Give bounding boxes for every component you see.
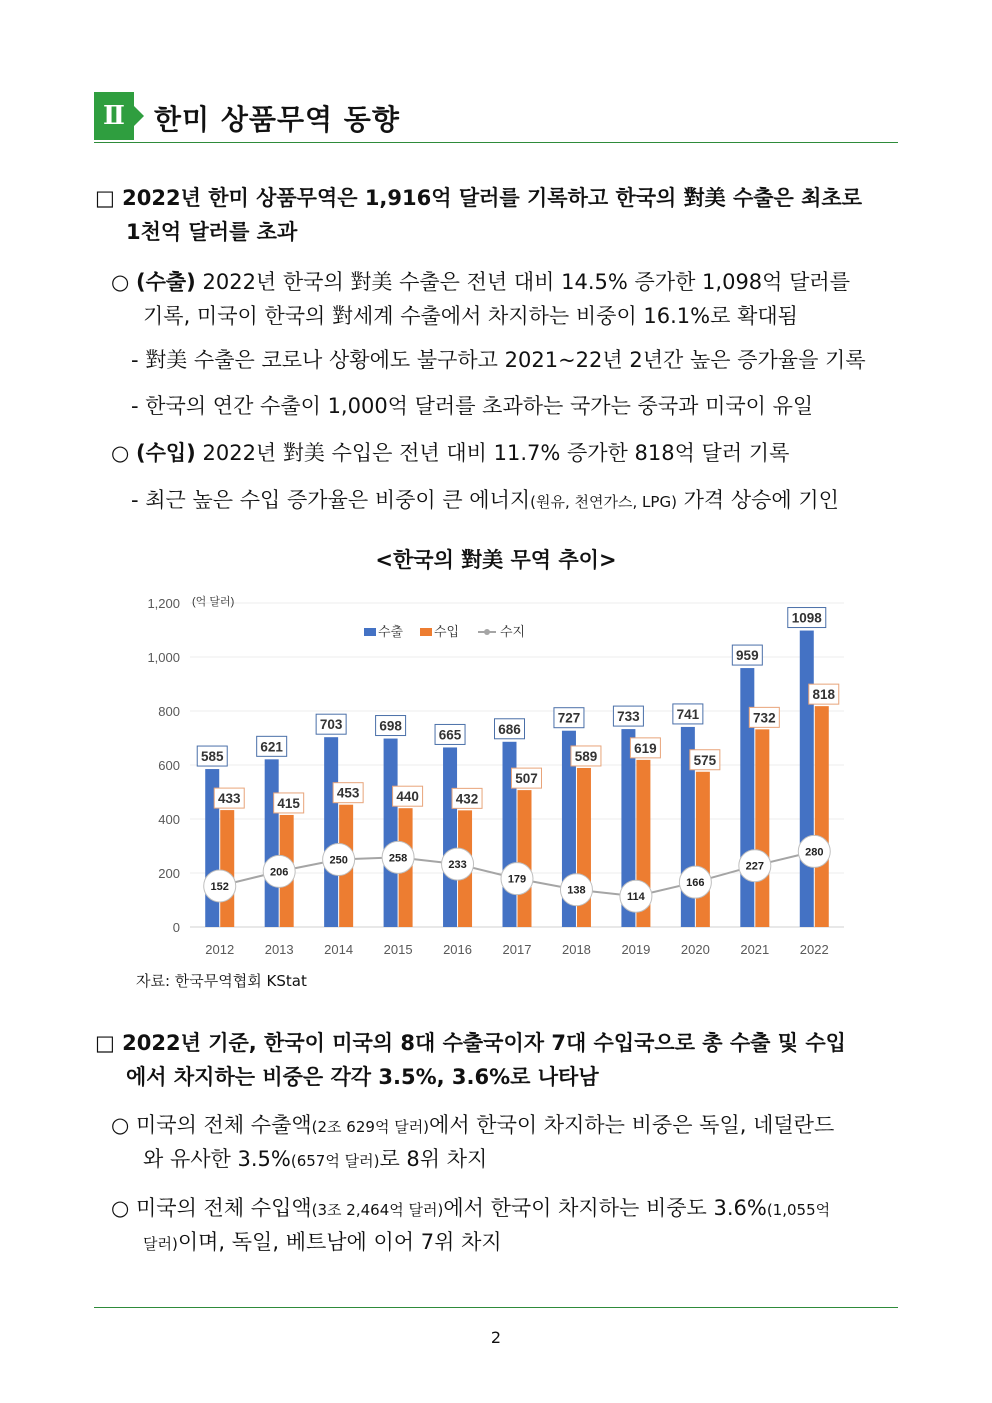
- bullet1-sub2-line1: ○ (수입) 2022년 對美 수입은 전년 대비 11.7% 증가한 818억 달러 기록: [111, 441, 790, 465]
- data-label-export: 665: [438, 727, 462, 743]
- legend-label-export: 수출: [378, 624, 404, 639]
- y-tick-label: 200: [158, 866, 180, 881]
- legend-label-balance: 수지: [500, 624, 526, 639]
- data-label-import: 432: [455, 791, 479, 807]
- data-label-export: 741: [676, 706, 700, 722]
- data-label-import: 575: [693, 752, 717, 768]
- bullet2-sub2-line2: 달러)이며, 독일, 베트남에 이어 7위 차지: [143, 1230, 502, 1254]
- data-label-balance: 258: [388, 852, 408, 865]
- bullet1-sub2-dash1: - 최근 높은 수입 증가율은 비중이 큰 에너지(원유, 천연가스, LPG) 가격 상승에 기인: [131, 488, 839, 512]
- bullet1-sub1-line1: ○ (수출) 2022년 한국의 對美 수출은 전년 대비 14.5% 증가한 1,098억 달러를: [111, 270, 850, 294]
- x-tick-label: 2014: [324, 942, 354, 957]
- y-tick-label: 600: [158, 758, 180, 773]
- legend-swatch-export: [364, 628, 376, 636]
- y-tick-label: 1,000: [147, 650, 180, 665]
- section-heading: [94, 92, 898, 143]
- section-title: 한미 상품무역 동향: [154, 103, 400, 136]
- data-label-import: 433: [217, 791, 241, 807]
- bullet1-sub1-dash2: - 한국의 연간 수출이 1,000억 달러를 초과하는 국가는 중국과 미국이 유일: [131, 394, 814, 418]
- bar-export: [384, 739, 398, 927]
- data-label-export: 686: [498, 721, 521, 737]
- footer-divider: [94, 1307, 898, 1308]
- legend-swatch-import: [420, 628, 432, 636]
- data-label-balance: 179: [507, 873, 527, 886]
- bullet2-sub1-line1: ○ 미국의 전체 수출액(2조 629억 달러)에서 한국이 차지하는 비중은 독일, 네덜란드: [111, 1113, 835, 1137]
- data-label-balance: 152: [210, 880, 229, 893]
- bar-export: [800, 631, 814, 927]
- section-number: Ⅱ: [94, 92, 134, 140]
- circle-bullet-icon: ○: [111, 1196, 130, 1220]
- data-label-balance: 250: [329, 854, 348, 867]
- data-label-import: 415: [277, 795, 300, 811]
- data-label-import: 507: [515, 771, 538, 787]
- square-bullet-icon: □: [95, 1031, 115, 1055]
- x-tick-label: 2022: [799, 942, 829, 957]
- data-label-balance: 166: [686, 877, 705, 890]
- bullet1-line2: 1천억 달러를 초과: [126, 220, 298, 244]
- page-number: 2: [490, 1328, 502, 1347]
- bullet2-line2: 에서 차지하는 비중은 각각 3.5%, 3.6%로 나타남: [126, 1065, 599, 1089]
- trade-chart: [140, 588, 852, 963]
- bar-import: [815, 706, 829, 927]
- circle-bullet-icon: ○: [111, 1113, 130, 1137]
- bullet2-sub2-line1: ○ 미국의 전체 수입액(3조 2,464억 달러)에서 한국이 차지하는 비중도 3.6%(1,055억: [111, 1196, 831, 1220]
- data-label-import: 589: [574, 748, 598, 764]
- data-label-import: 619: [634, 740, 657, 756]
- legend-marker-balance: [484, 629, 490, 635]
- bullet1-sub1-line2: 기록, 미국이 한국의 對세계 수출에서 차지하는 비중이 16.1%로 확대됨: [143, 304, 798, 328]
- bullet2-line1: □ 2022년 기준, 한국이 미국의 8대 수출국이자 7대 수입국으로 총 수출 및 수입: [95, 1031, 846, 1055]
- data-label-export: 585: [200, 749, 224, 765]
- y-tick-label: 1,200: [147, 596, 180, 611]
- data-label-export: 733: [617, 709, 640, 725]
- data-label-import: 453: [336, 785, 360, 801]
- data-label-balance: 227: [745, 860, 764, 873]
- data-label-export: 698: [379, 718, 402, 734]
- bar-export: [265, 759, 279, 927]
- data-label-balance: 114: [627, 891, 645, 904]
- data-label-export: 959: [736, 648, 759, 664]
- y-tick-label: 0: [172, 920, 180, 935]
- x-tick-label: 2012: [205, 942, 235, 957]
- bar-import: [696, 772, 710, 927]
- bullet1-sub1-dash1: - 對美 수출은 코로나 상황에도 불구하고 2021~22년 2년간 높은 증가율을 기록: [131, 348, 866, 372]
- data-label-import: 440: [396, 789, 419, 805]
- data-label-export: 727: [557, 710, 581, 726]
- bar-import: [220, 810, 234, 927]
- circle-bullet-icon: ○: [111, 441, 130, 465]
- circle-bullet-icon: ○: [111, 270, 130, 294]
- x-tick-label: 2021: [740, 942, 770, 957]
- data-label-balance: 280: [805, 846, 824, 859]
- x-tick-label: 2015: [383, 942, 413, 957]
- data-label-balance: 233: [448, 859, 467, 872]
- x-tick-label: 2016: [443, 942, 473, 957]
- bullet1-line1: □ 2022년 한미 상품무역은 1,916억 달러를 기록하고 한국의 對美 수출은 최초로: [95, 186, 862, 210]
- data-label-export: 1098: [791, 610, 822, 626]
- data-label-export: 621: [260, 739, 283, 755]
- data-label-export: 703: [319, 717, 343, 733]
- data-label-balance: 206: [270, 866, 289, 879]
- x-tick-label: 2020: [680, 942, 710, 957]
- legend-label-import: 수입: [434, 624, 460, 639]
- square-bullet-icon: □: [95, 186, 115, 210]
- x-tick-label: 2017: [502, 942, 532, 957]
- source-note: 자료: 한국무역협회 KStat: [136, 972, 307, 990]
- chart-title: <한국의 對美 무역 추이>: [375, 548, 617, 572]
- y-tick-label: 800: [158, 704, 180, 719]
- bullet2-sub1-line2: 와 유사한 3.5%(657억 달러)로 8위 차지: [143, 1147, 488, 1171]
- section-arrow-icon: [134, 106, 144, 126]
- x-tick-label: 2013: [264, 942, 294, 957]
- x-tick-label: 2019: [621, 942, 651, 957]
- x-tick-label: 2018: [561, 942, 591, 957]
- data-label-import: 732: [753, 710, 776, 726]
- bar-import: [518, 790, 532, 927]
- bar-import: [755, 729, 769, 927]
- data-label-import: 818: [812, 687, 836, 703]
- data-label-balance: 138: [567, 884, 586, 897]
- bar-export: [324, 737, 338, 927]
- y-tick-label: 400: [158, 812, 180, 827]
- bar-export: [443, 747, 457, 927]
- y-unit-label: (억 달러): [192, 596, 235, 608]
